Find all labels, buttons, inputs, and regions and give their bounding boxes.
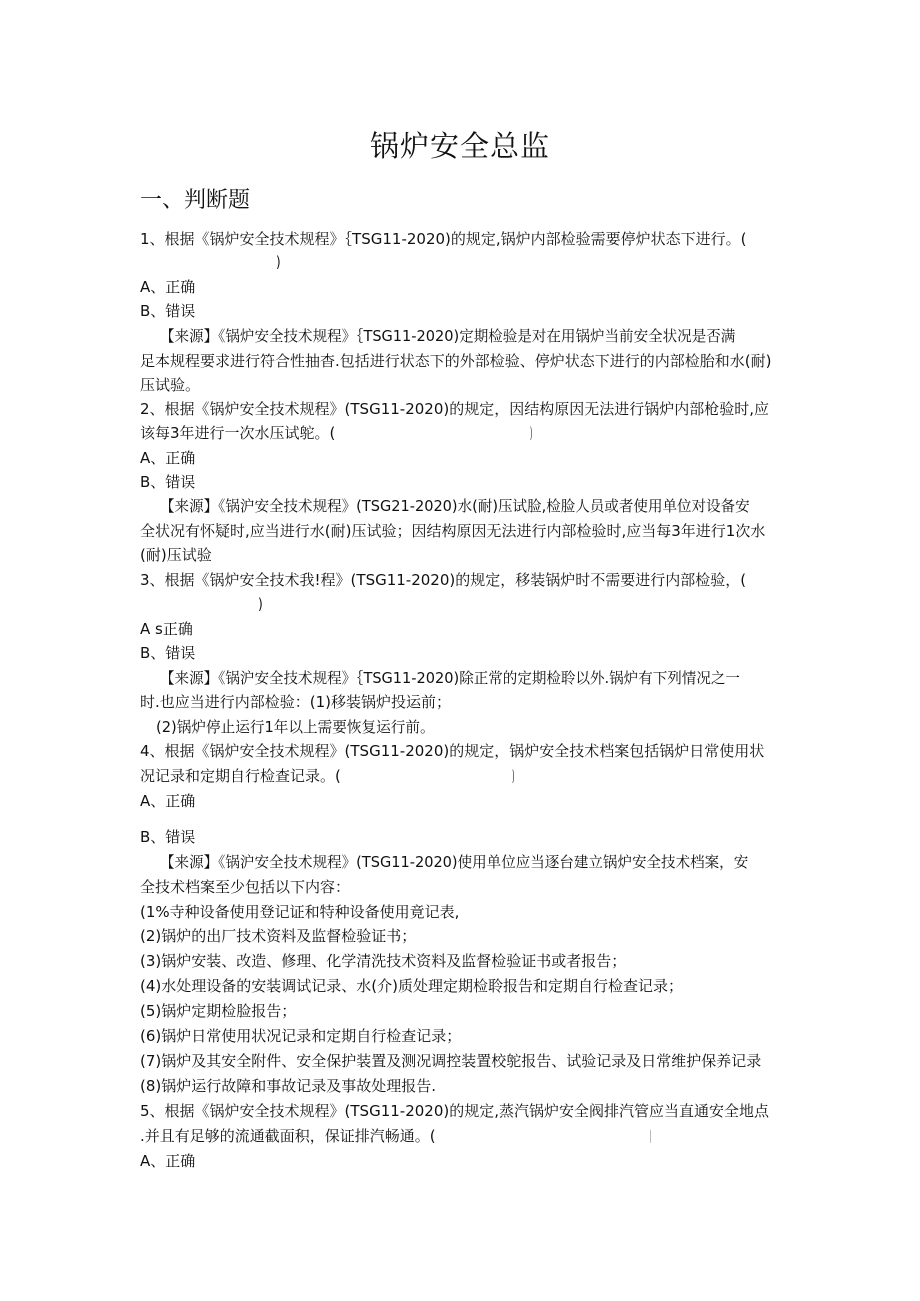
q2-source-line-2: 全状况有怀疑时,应当进行水(耐)压试验；因结构原因无法进行内部检验时,应当每3年进行1次水 (140, 522, 766, 540)
q4-stem-line-2: 况记录和定期自行检查记录。( (140, 767, 341, 785)
q2-stem-close: ) (530, 424, 533, 442)
q5-stem-line-2: .并且有足够的流通截面积，保证排汽畅通。( (140, 1127, 436, 1145)
document-title: 锅炉安全总监 (369, 129, 550, 163)
q2-stem-line-2: 该每3年进行一次水压试鸵。( (140, 424, 336, 442)
q2-stem-line-1: 2、根据《锅炉安全技术规程》(TSG11-2020)的规定，因结构原因无法进行锅炉内部枪验时,应 (140, 400, 770, 418)
q1-source-line-1: 【来源】《锅炉安全技术规程》｛TSG11-2020)定期检验是对在用锅炉当前安全状况是否满 (160, 327, 736, 345)
q4-list-item: (4)水处理设备的安装调试记录、水(介)质处理定期检聆报告和定期自行检查记录； (140, 977, 683, 995)
q5-option-a: A、正确 (140, 1152, 196, 1170)
q4-option-a: A、正确 (140, 792, 196, 810)
q3-stem-line-1: 3、根据《锅炉安全技术我!程》(TSG11-2020)的规定，移装锅炉时不需要进行内部检验，( (140, 571, 747, 589)
q4-list-item: (8)锅炉运行故障和事故记录及事故处理报告. (140, 1077, 437, 1095)
q2-source-line-1: 【来源】《锅沪安全技术规程》(TSG21-2020)水(耐)压试脸,检脸人员或者使用单位对设备安 (160, 497, 750, 515)
q1-stem-line-1: 1、根据《锅炉安全技术规程》｛TSG11-2020)的规定,锅炉内部检验需要停炉状态下进行。( (140, 230, 747, 248)
q1-stem-line-2: ) (276, 253, 281, 271)
q3-option-a: A s正确 (140, 620, 193, 638)
q1-option-b: B、错误 (140, 302, 196, 320)
q3-source-line-2: 时.也应当进行内部检验：(1)移装锅炉投运前； (140, 693, 452, 711)
q2-option-a: A、正确 (140, 449, 196, 467)
q3-stem-line-2: ) (258, 595, 263, 613)
q4-list-item: (1%寺种设备使用登记证和特种设备使用竟记表, (140, 903, 460, 921)
q3-source-line-3: (2)锅炉停止运行1年以上需要恢复运行前。 (156, 718, 435, 736)
q2-source-line-3: (耐)压试验 (140, 546, 212, 564)
q4-source-line-2: 全技术档案至少包括以下内容： (140, 878, 351, 896)
q4-list-item: (7)锅炉及其安全附件、安全保护装置及测况调控装置校鸵报告、试验记录及日常维护保养记录 (140, 1052, 762, 1070)
q4-list-item: (2)锅炉的出厂技术资料及监督检验证书； (140, 927, 417, 945)
q5-stem-close: ) (650, 1127, 652, 1145)
q1-source-line-3: 压试验。 (140, 376, 201, 394)
q4-option-b: B、错误 (140, 828, 196, 846)
q1-option-a: A、正确 (140, 278, 196, 296)
q4-list-item: (5)锅炉定期检脸报告； (140, 1002, 297, 1020)
q1-source-line-2: 足本规程要求进行符合性抽杳.包括进行状态下的外部检验、停炉状态下进行的内部检胎和水(耐) (140, 352, 772, 370)
q5-stem-line-1: 5、根据《锅炉安全技术规程》(TSG11-2020)的规定,蒸汽锅炉安全阀排汽管应当直通安全地点 (140, 1102, 770, 1120)
section-heading: 一、判断题 (140, 188, 251, 213)
q4-source-line-1: 【来源】《锅沪安全技术规程》(TSG11-2020)使用单位应当逐台建立锅炉安全技术档案，安 (160, 853, 749, 871)
q4-list-item: (6)锅炉日常使用状况记录和定期自行检查记录； (140, 1027, 462, 1045)
q2-option-b: B、错误 (140, 473, 196, 491)
q3-option-b: B、错误 (140, 644, 196, 662)
q4-list-item: (3)锅炉安装、改造、修理、化学清洗技术资料及监督检验证书或者报告； (140, 952, 627, 970)
q3-source-line-1: 【来源】《锅沪安全技术规程》｛TSG11-2020)除正常的定期检聆以外.锅炉有下列情况之一 (160, 669, 740, 687)
q4-stem-line-1: 4、根据《锅炉安全技术规程》(TSG11-2020)的规定，锅炉安全技术档案包括锅炉日常使用状 (140, 742, 765, 760)
q4-stem-close: ) (512, 767, 515, 785)
